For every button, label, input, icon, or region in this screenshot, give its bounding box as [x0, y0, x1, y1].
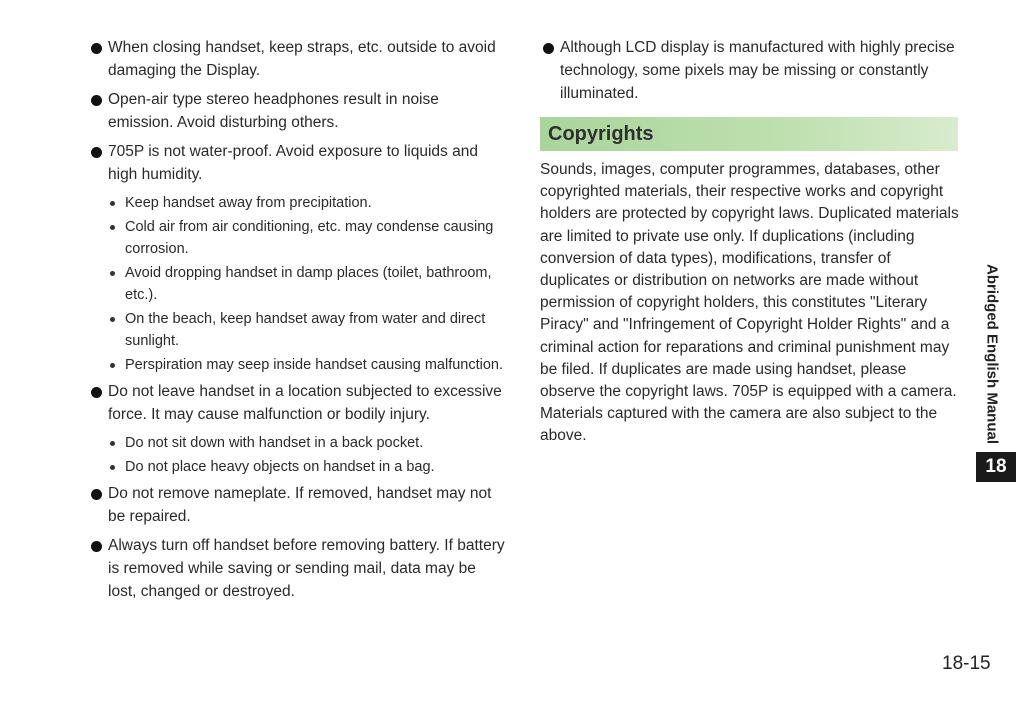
sub-bullet-text: Do not place heavy objects on handset in a bag.: [125, 459, 435, 475]
sub-bullet-text: Avoid dropping handset in damp places (toilet, bathroom, etc.).: [125, 265, 492, 303]
sub-bullet-item: [88, 192, 508, 214]
side-tab-label: [978, 257, 1006, 452]
bullet-item: [88, 534, 508, 603]
sub-bullet-text: On the beach, keep handset away from water and direct sunlight.: [125, 311, 486, 349]
sub-bullet-text: Cold air from air conditioning, etc. may condense causing corrosion.: [125, 219, 494, 257]
sub-bullet-item: [88, 308, 508, 352]
sub-bullet-text: Perspiration may seep inside handset causing malfunction.: [125, 357, 504, 373]
bullet-text: Although LCD display is manufactured with highly precise technology, some pixels may be missing or constantly illuminated.: [560, 39, 955, 102]
bullet-item: [88, 380, 508, 426]
page-number: 18-15: [942, 653, 991, 674]
sub-bullet-item: [88, 262, 508, 306]
bullet-text: Do not leave handset in a location subjected to excessive force. It may cause malfunction or bodily injury.: [108, 383, 502, 423]
sub-bullet-text: Keep handset away from precipitation.: [125, 195, 372, 211]
side-tab-text: Abridged English Manual: [983, 264, 1001, 445]
right-column: [540, 36, 965, 448]
sub-list: [88, 192, 508, 376]
bullet-text: Do not remove nameplate. If removed, handset may not be repaired.: [108, 485, 492, 525]
bullet-text: Always turn off handset before removing battery. If battery is removed while saving or sending mail, data may be lost, changed or destroyed.: [108, 537, 505, 600]
bullet-item: [88, 36, 508, 82]
sub-bullet-text: Do not sit down with handset in a back pocket.: [125, 435, 424, 451]
sub-bullet-item: [88, 432, 508, 454]
left-column: [88, 36, 508, 609]
bullet-text: When closing handset, keep straps, etc. outside to avoid damaging the Display.: [108, 39, 496, 79]
sub-bullet-item: [88, 216, 508, 260]
chapter-tab: 18: [976, 452, 1016, 482]
sub-bullet-item: [88, 354, 508, 376]
copyright-paragraph: Sounds, images, computer programmes, databases, other copyrighted materials, their respective works and copyright holders are protected by copyright laws. Duplicated materials are limited to private use only. If duplications (including conversion of data types), modifications, transfer of duplicates or distribution on networks are made without permission of copyright holders, this constitutes "Literary Piracy" and "Infringement of Copyright Holder Rights" and a criminal action for reparations and criminal punishment may be filed. If duplicates are made using handset, please observe the copyright laws. 705P is equipped with a camera. Materials captured with the camera are also subject to the above.: [540, 161, 959, 445]
sub-bullet-item: [88, 456, 508, 478]
bullet-text: 705P is not water-proof. Avoid exposure to liquids and high humidity.: [108, 143, 478, 183]
bullet-item: [88, 140, 508, 186]
section-heading: Copyrights: [540, 117, 958, 151]
bullet-item: [88, 88, 508, 134]
bullet-item: [88, 482, 508, 528]
sub-list: [88, 432, 508, 478]
bullet-text: Open-air type stereo headphones result in noise emission. Avoid disturbing others.: [108, 91, 439, 131]
bullet-item: [540, 36, 965, 105]
